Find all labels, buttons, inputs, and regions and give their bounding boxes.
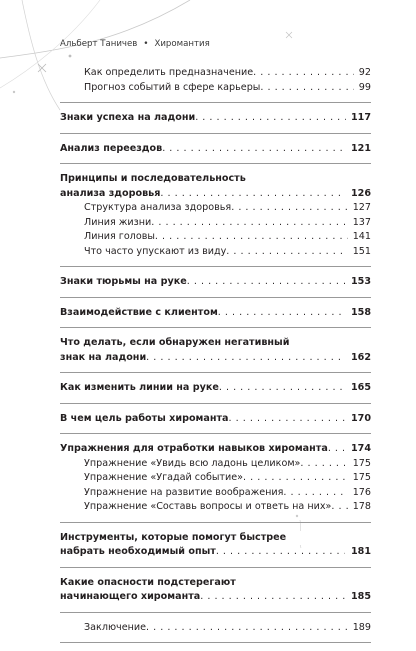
toc-subentry[interactable] — [84, 245, 371, 260]
toc-entry-page: 117 — [346, 111, 371, 126]
toc-entry-title: Линия головы . . . — [84, 231, 371, 242]
toc-group-client — [60, 306, 371, 329]
toc-entry-page: 175 — [348, 457, 371, 472]
toc-entry-title-line1: Какие опасности подстерегают — [60, 576, 345, 591]
toc-group-tools — [60, 531, 371, 568]
toc-entry[interactable] — [84, 81, 371, 96]
toc-entry-title: Знаки успеха на ладони . . . — [60, 112, 371, 123]
toc-entry-page: 162 — [346, 351, 371, 366]
toc-entry-title-line2: анализа здоровья — [60, 187, 161, 199]
running-header — [60, 39, 210, 49]
toc-entry-page: 165 — [346, 381, 371, 396]
header-separator: • — [143, 39, 149, 49]
header-book-title: Хиромантия — [154, 39, 210, 49]
toc-entry-title-line2: знак на ладони — [60, 351, 147, 363]
toc-subentry[interactable] — [84, 457, 371, 472]
toc-entry-page: 127 — [348, 201, 371, 216]
toc-entry-page: 126 — [346, 187, 371, 202]
toc-entry-title: Прогноз событий в сфере карьеры . . . — [84, 82, 371, 93]
toc-entry-page: 121 — [346, 142, 371, 157]
toc-entry-title: Структура анализа здоровья . . . — [84, 202, 371, 213]
toc-entry[interactable] — [60, 275, 371, 290]
toc-subentry[interactable] — [84, 216, 371, 231]
table-of-contents — [60, 66, 371, 651]
toc-entry-title: Как изменить линии на руке . . . — [60, 382, 371, 393]
toc-group-health — [60, 172, 371, 267]
toc-entry-page: 137 — [348, 216, 371, 231]
toc-entry-title: Знаки тюрьмы на руке . . . — [60, 276, 371, 287]
toc-entry[interactable] — [60, 381, 371, 396]
toc-subentry[interactable] — [84, 201, 371, 216]
toc-entry[interactable] — [60, 172, 371, 201]
toc-entry-title: Анализ переездов . . . — [60, 143, 371, 154]
toc-entry-page: 181 — [346, 545, 371, 560]
toc-group-relocation — [60, 142, 371, 165]
toc-entry-page: 178 — [348, 500, 371, 515]
toc-entry-title: Взаимодействие с клиентом . . . — [60, 307, 371, 318]
toc-entry[interactable] — [60, 111, 371, 126]
toc-entry-title: Упражнения для отработки навыков хироманта . . . — [60, 443, 371, 454]
toc-entry-page: 189 — [348, 621, 371, 636]
toc-group-exercises — [60, 442, 371, 523]
toc-entry-title: Как определить предназначение . . . — [84, 67, 371, 78]
toc-entry-title: Упражнение «Угадай событие» . . . — [84, 472, 371, 483]
toc-entry-title: Что часто упускают из виду . . . — [84, 246, 371, 257]
toc-entry-title-line2: набрать необходимый опыт — [60, 546, 216, 557]
toc-entry[interactable] — [60, 412, 371, 427]
toc-entry-page: 170 — [346, 412, 371, 427]
toc-entry-page: 158 — [346, 306, 371, 321]
toc-entry-page: 151 — [348, 245, 371, 260]
toc-entry[interactable] — [60, 306, 371, 321]
toc-entry-page: 99 — [354, 81, 371, 96]
toc-entry-page: 176 — [348, 486, 371, 501]
toc-entry-page: 185 — [346, 590, 371, 605]
toc-entry-page: 92 — [354, 66, 371, 81]
toc-group-success-signs — [60, 111, 371, 134]
toc-entry-title-line2: начинающего хироманта — [60, 591, 201, 602]
toc-group-change-lines — [60, 381, 371, 404]
toc-group-career — [60, 66, 371, 103]
toc-entry-page: 175 — [348, 471, 371, 486]
toc-entry-page: 174 — [346, 442, 371, 457]
toc-group-dangers — [60, 576, 371, 613]
toc-entry[interactable] — [84, 66, 371, 81]
toc-entry[interactable] — [60, 442, 371, 457]
toc-entry-title-line1: Инструменты, которые помогут быстрее — [60, 531, 345, 546]
toc-entry-title: Упражнение «Увидь всю ладонь целиком» . . . — [84, 458, 371, 469]
toc-entry[interactable] — [60, 142, 371, 157]
toc-entry-title-line1: Что делать, если обнаружен негативный — [60, 336, 345, 351]
toc-subentry[interactable] — [84, 230, 371, 245]
toc-entry-title: Заключение . . . — [84, 622, 371, 633]
toc-entry-title: Упражнение на развитие воображения . . . — [84, 487, 371, 498]
toc-subentry[interactable] — [84, 486, 371, 501]
toc-entry-title: Линия жизни . . . — [84, 217, 371, 228]
toc-entry-title: Упражнение «Составь вопросы и ответь на них» . . . — [84, 501, 371, 512]
toc-entry-page: 153 — [346, 275, 371, 290]
toc-entry-page: 141 — [348, 230, 371, 245]
toc-subentry[interactable] — [84, 500, 371, 515]
toc-entry[interactable] — [60, 531, 371, 560]
toc-entry-title: В чем цель работы хироманта . . . — [60, 413, 371, 424]
toc-group-negative-sign — [60, 336, 371, 373]
toc-subentry[interactable] — [84, 471, 371, 486]
toc-entry[interactable] — [84, 621, 371, 636]
toc-group-goal — [60, 412, 371, 435]
toc-entry[interactable] — [60, 576, 371, 605]
toc-entry[interactable] — [60, 336, 371, 365]
toc-entry-title-line1: Принципы и последовательность — [60, 172, 345, 187]
toc-group-prison-signs — [60, 275, 371, 298]
header-author: Альберт Таничев — [60, 39, 138, 49]
